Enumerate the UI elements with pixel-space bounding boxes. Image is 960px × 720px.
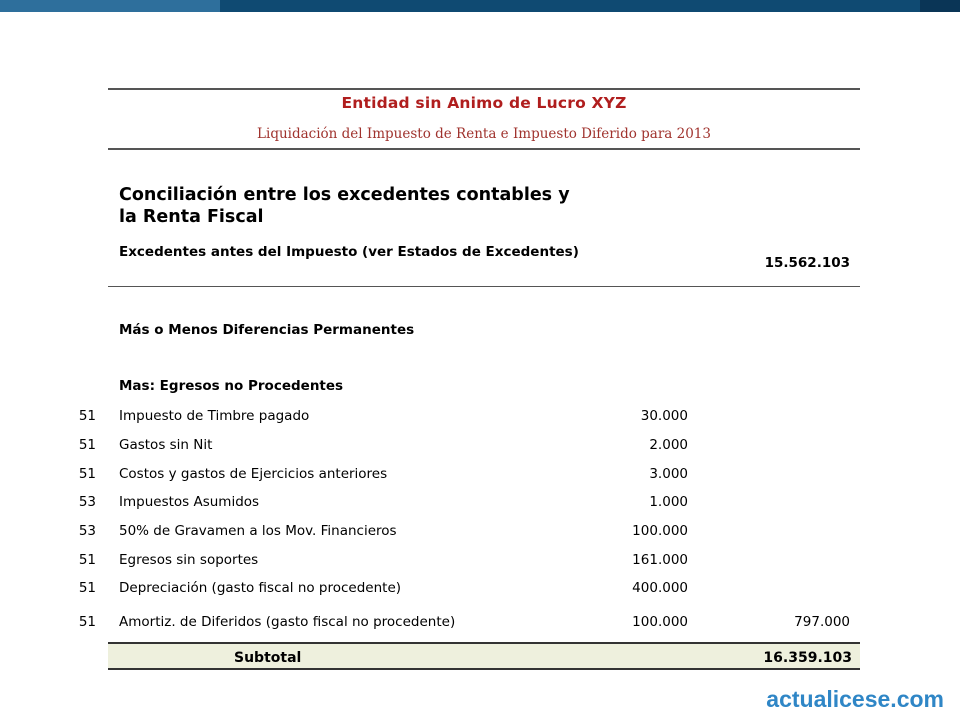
account-code: 51 [78,466,96,482]
row-description: Depreciación (gasto fiscal no procedente) [119,580,402,596]
row-amount: 400.000 [632,580,688,596]
row-total: 797.000 [794,614,850,630]
subtotal-label: Subtotal [234,650,302,666]
row-amount: 161.000 [632,552,688,568]
account-code: 51 [78,437,96,453]
table-row [0,408,960,428]
table-row [0,580,960,600]
account-code: 51 [78,552,96,568]
top-banner-bar [0,0,960,12]
account-code: 51 [78,614,96,630]
table-row [0,614,960,634]
pre-tax-value: 15.562.103 [764,255,850,271]
top-banner-segment [220,0,920,12]
row-description: Amortiz. de Diferidos (gasto fiscal no procedente) [119,614,456,630]
account-code: 53 [78,523,96,539]
report-subtitle: Liquidación del Impuesto de Renta e Impuesto Diferido para 2013 [257,126,711,142]
table-row [0,466,960,486]
top-banner-segment [920,0,960,12]
row-description: Gastos sin Nit [119,437,213,453]
top-rule [108,88,860,90]
row-amount: 3.000 [649,466,688,482]
row-description: 50% de Gravamen a los Mov. Financieros [119,523,397,539]
non-deductible-heading: Mas: Egresos no Procedentes [119,378,344,394]
subtotal-row [108,642,860,670]
table-row [0,437,960,457]
account-code: 51 [78,408,96,424]
row-description: Impuestos Asumidos [119,494,260,510]
section-heading: Conciliación entre los excedentes contables y la Renta Fiscal [119,185,570,227]
table-row [0,494,960,514]
pre-tax-label: Excedentes antes del Impuesto (ver Estados de Excedentes) [119,244,579,260]
row-amount: 100.000 [632,523,688,539]
row-amount: 30.000 [640,408,688,424]
row-description: Costos y gastos de Ejercicios anteriores [119,466,388,482]
header-rule [108,148,860,150]
account-code: 51 [78,580,96,596]
permanent-differences-heading: Más o Menos Diferencias Permanentes [119,322,415,338]
subtotal-value: 16.359.103 [763,650,852,666]
account-code: 53 [78,494,96,510]
table-row [0,523,960,543]
row-description: Impuesto de Timbre pagado [119,408,310,424]
row-amount: 1.000 [649,494,688,510]
row-amount: 2.000 [649,437,688,453]
row-description: Egresos sin soportes [119,552,259,568]
table-row [0,552,960,572]
row-amount: 100.000 [632,614,688,630]
top-banner-segment [0,0,220,12]
brand-logo-text: actualicese.com [766,686,944,712]
pre-tax-rule [108,286,860,287]
entity-title: Entidad sin Animo de Lucro XYZ [341,94,627,112]
